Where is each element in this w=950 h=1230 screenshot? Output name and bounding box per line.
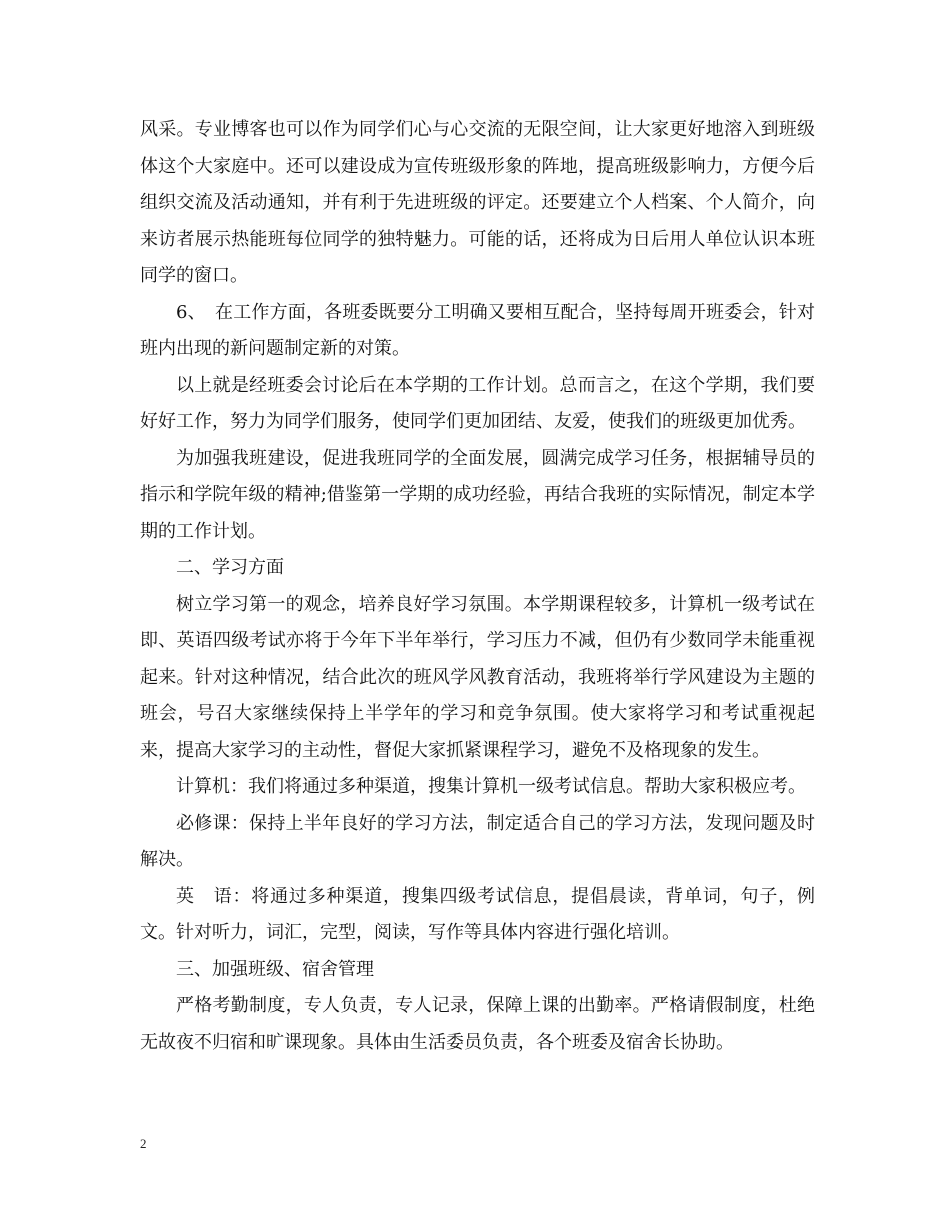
paragraph-computer: 计算机：我们将通过多种渠道，搜集计算机一级考试信息。帮助大家积极应考。	[176, 776, 806, 797]
paragraph-english: 英 语：将通过多种渠道，搜集四级考试信息，提倡晨读，背单词，句子，例文。针对听力，词汇，完型，阅读，写作等具体内容进行强化培训。	[140, 885, 815, 943]
paragraph-attendance: 严格考勤制度，专人负责，专人记录，保障上课的出勤率。严格请假制度，杜绝无故夜不归宿和旷课现象。具体由生活委员负责，各个班委及宿舍长协助。	[140, 995, 815, 1053]
paragraph-study-atmosphere: 树立学习第一的观念，培养良好学习氛围。本学期课程较多，计算机一级考试在即、英语四级考试亦将于今年下半年举行，学习压力不减，但仍有少数同学未能重视起来。针对这种情况，结合此次的班风学风教育活动，我班将举行学风建设为主题的班会，号召大家继续保持上半学年的学习和竞争氛围。使大家将学习和考试重视起来，提高大家学习的主动性，督促大家抓紧课程学习，避免不及格现象的发生。	[140, 593, 815, 761]
section-heading-study: 二、学习方面	[176, 557, 284, 578]
paragraph-summary: 以上就是经班委会讨论后在本学期的工作计划。总而言之，在这个学期，我们要好好工作，努力为同学们服务，使同学们更加团结、友爱，使我们的班级更加优秀。	[140, 374, 815, 432]
section-heading-management: 三、加强班级、宿舍管理	[176, 958, 374, 980]
paragraph-blog-continuation: 风采。专业博客也可以作为同学们心与心交流的无限空间，让大家更好地溶入到班级体这个大家庭中。还可以建设成为宣传班级形象的阵地，提高班级影响力，方便今后组织交流及活动通知，并有利于先进班级的评定。还要建立个人档案、个人简介，向来访者展示热能班每位同学的独特魅力。可能的话，还将成为日后用人单位认识本班同学的窗口。	[140, 119, 815, 286]
paragraph-item-6-work: 6、 在工作方面，各班委既要分工明确又要相互配合，坚持每周开班委会，针对班内出现的新问题制定新的对策。	[140, 301, 815, 359]
document-body	[140, 112, 815, 1061]
page-number: 2	[140, 1136, 147, 1151]
paragraph-intro-plan: 为加强我班建设，促进我班同学的全面发展，圆满完成学习任务，根据辅导员的指示和学院年级的精神;借鉴第一学期的成功经验，再结合我班的实际情况，制定本学期的工作计划。	[140, 447, 815, 542]
paragraph-required-courses: 必修课：保持上半年良好的学习方法，制定适合自己的学习方法，发现问题及时解决。	[140, 812, 815, 870]
